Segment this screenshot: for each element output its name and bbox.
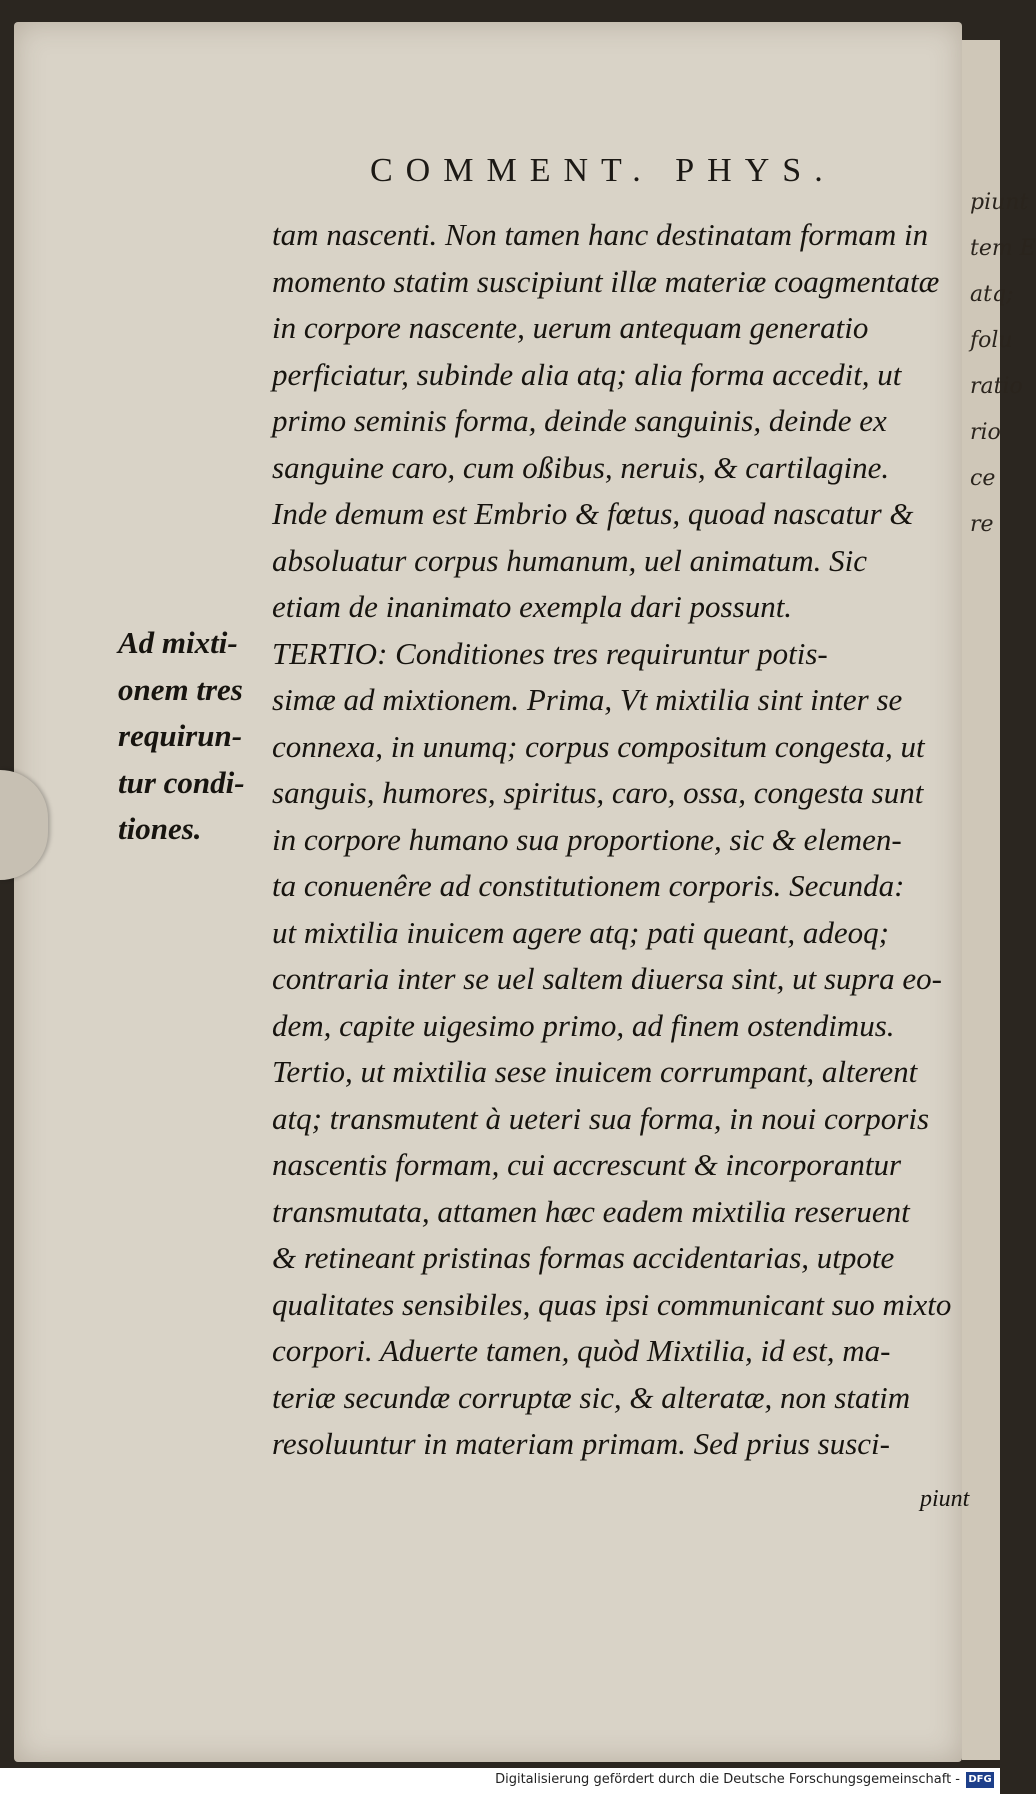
text-line: momento statim suscipiunt illæ materiæ coagmentatæ xyxy=(272,263,940,299)
margin-note xyxy=(118,620,273,853)
facing-fragment: re xyxy=(970,512,994,537)
text-line: dem, capite uigesimo primo, ad finem ostendimus. xyxy=(272,1007,895,1043)
footer-bar xyxy=(0,1768,1000,1794)
catchword: piunt xyxy=(920,1486,970,1512)
margin-note-line: requirun- xyxy=(118,718,243,753)
margin-note-line: tiones. xyxy=(118,811,202,846)
facing-fragment: tem E xyxy=(970,236,1036,261)
facing-fragment: atq; xyxy=(970,282,1014,307)
text-line: nascentis formam, cui accrescunt & incorporantur xyxy=(272,1147,902,1182)
text-line: ut mixtilia inuicem agere atq; pati queant, adeoq; xyxy=(272,914,890,950)
text-line: atq; transmutent à ueteri sua forma, in noui corporis xyxy=(272,1100,930,1136)
text-line: teriæ secundæ corruptæ sic, & alteratæ, non statim xyxy=(272,1379,911,1415)
facing-fragment: folu xyxy=(970,328,1013,353)
text-line: Tertio, ut mixtilia sese inuicem corrumpant, alterent xyxy=(272,1054,918,1089)
text-line: connexa, in unumq; corpus compositum congesta, ut xyxy=(272,728,925,764)
facing-fragment: rio xyxy=(970,420,1001,445)
digitization-credit: Digitalisierung gefördert durch die Deutsche Forschungsgemeinschaft - xyxy=(495,1772,960,1787)
body-text xyxy=(272,212,962,1468)
text-line: simæ ad mixtionem. Prima, Vt mixtilia sint inter se xyxy=(272,682,903,717)
text-line: etiam de inanimato exempla dari possunt. xyxy=(272,589,793,624)
text-line: TERTIO: Conditiones tres requiruntur potis- xyxy=(272,635,828,671)
text-line: transmutata, attamen hæc eadem mixtilia reseruent xyxy=(272,1193,910,1229)
facing-fragment: piunt xyxy=(970,190,1029,215)
text-line: corpori. Aduerte tamen, quòd Mixtilia, id est, ma- xyxy=(272,1333,891,1368)
margin-note-line: Ad mixti- xyxy=(118,625,238,660)
text-line: in corpore nascente, uerum antequam generatio xyxy=(272,310,869,345)
facing-fragment: ratio xyxy=(970,374,1023,399)
running-head: COMMENT. PHYS. xyxy=(370,152,836,189)
text-line: contraria inter se uel saltem diuersa sint, ut supra eo- xyxy=(272,961,942,996)
text-line: qualitates sensibiles, quas ipsi communicant suo mixto xyxy=(272,1286,952,1322)
dfg-logo: DFG xyxy=(966,1772,994,1788)
facing-fragment: ce xyxy=(970,466,996,491)
text-line: in corpore humano sua proportione, sic & elemen- xyxy=(272,821,902,857)
text-line: sanguis, humores, spiritus, caro, ossa, congesta sunt xyxy=(272,775,924,810)
text-line: primo seminis forma, deinde sanguinis, deinde ex xyxy=(272,403,887,438)
text-line: absoluatur corpus humanum, uel animatum. Sic xyxy=(272,542,868,578)
text-line: ta conuenêre ad constitutionem corporis. Secunda: xyxy=(272,868,905,903)
text-line: Inde demum est Embrio & fœtus, quoad nascatur & xyxy=(272,496,914,531)
text-line: sanguine caro, cum oßibus, neruis, & cartilagine. xyxy=(272,449,890,485)
text-line: perficiatur, subinde alia atq; alia forma accedit, ut xyxy=(272,356,902,392)
text-line: tam nascenti. Non tamen hanc destinatam formam in xyxy=(272,217,929,252)
margin-note-line: tur condi- xyxy=(118,764,245,800)
text-line: resoluuntur in materiam primam. Sed prius susci- xyxy=(272,1426,890,1461)
text-line: & retineant pristinas formas accidentarias, utpote xyxy=(272,1240,895,1275)
margin-note-line: onem tres xyxy=(118,671,243,707)
